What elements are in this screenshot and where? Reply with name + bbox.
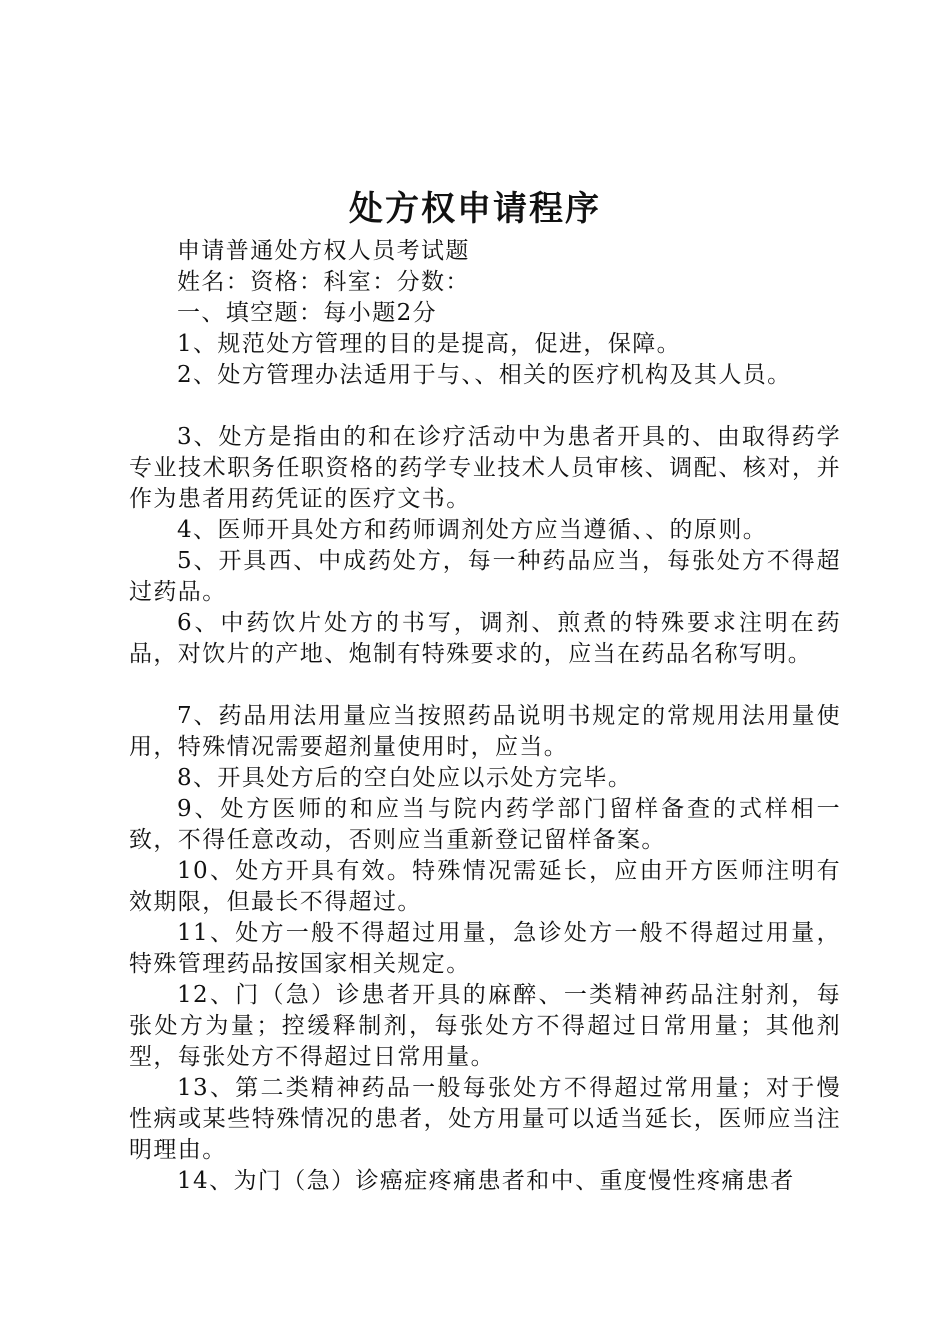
question-10: 10、处方开具有效。特殊情况需延长，应由开方医师注明有效期限，但最长不得超过。	[129, 858, 841, 915]
exam-heading: 申请普通处方权人员考试题	[177, 238, 470, 264]
question-11: 11、处方一般不得超过用量，急诊处方一般不得超过用量，特殊管理药品按国家相关规定。	[129, 920, 841, 977]
question-7: 7、药品用法用量应当按照药品说明书规定的常规用法用量使用，特殊情况需要超剂量使用时，应当。	[129, 703, 841, 760]
question-8: 8、开具处方后的空白处应以示处方完毕。	[177, 765, 633, 791]
document-title: 处方权申请程序	[349, 189, 601, 229]
exam-info-line: 姓名：资格：科室：分数：	[177, 269, 470, 295]
question-9: 9、处方医师的和应当与院内药学部门留样备查的式样相一致，不得任意改动，否则应当重新登记留样备案。	[129, 796, 841, 853]
question-5: 5、开具西、中成药处方，每一种药品应当，每张处方不得超过药品。	[129, 548, 841, 605]
question-3: 3、处方是指由的和在诊疗活动中为患者开具的、由取得药学专业技术职务任职资格的药学专业技术人员审核、调配、核对，并作为患者用药凭证的医疗文书。	[129, 424, 841, 512]
question-2: 2、处方管理办法适用于与、、相关的医疗机构及其人员。	[177, 362, 792, 388]
question-6: 6、中药饮片处方的书写，调剂、煎煮的特殊要求注明在药品，对饮片的产地、炮制有特殊要求的，应当在药品名称写明。	[129, 610, 841, 667]
question-4: 4、医师开具处方和药师调剂处方应当遵循、、的原则。	[177, 517, 768, 543]
document-body	[129, 236, 841, 1197]
paragraph-gap	[129, 670, 841, 701]
question-13: 13、第二类精神药品一般每张处方不得超过常用量；对于慢性病或某些特殊情况的患者，处方用量可以适当延长，医师应当注明理由。	[129, 1075, 841, 1163]
question-14: 14、为门（急）诊癌症疼痛患者和中、重度慢性疼痛患者	[177, 1168, 795, 1194]
paragraph-gap	[129, 391, 841, 422]
section-heading: 一、填空题：每小题2分	[177, 300, 438, 326]
question-1: 1、规范处方管理的目的是提高，促进，保障。	[177, 331, 682, 357]
question-12: 12、门（急）诊患者开具的麻醉、一类精神药品注射剂，每张处方为量；控缓释制剂，每张处方不得超过日常用量；其他剂型，每张处方不得超过日常用量。	[129, 982, 841, 1070]
